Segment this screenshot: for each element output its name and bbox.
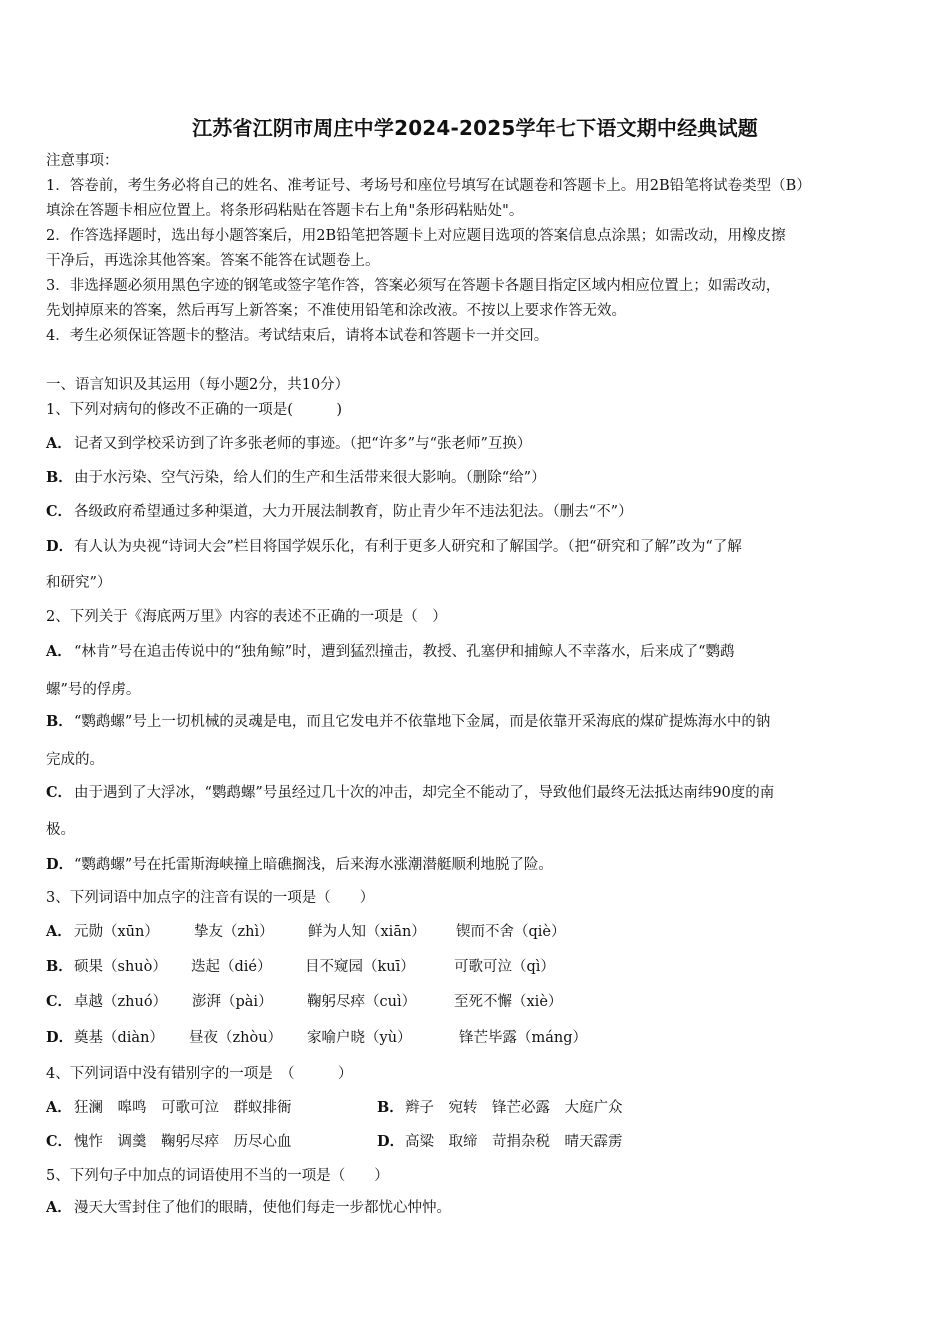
notice-heading: 注意事项： bbox=[46, 153, 119, 169]
option-d bbox=[46, 855, 553, 875]
word: 可歌可泣（qì） bbox=[454, 959, 555, 975]
option-continuation: 和研究”） bbox=[46, 575, 112, 591]
option-text: “鹦鹉螺”号上一切机械的灵魂是电，而且它发电并不依靠地下金属，而是依靠开采海底的煤矿提炼海水中的钠 bbox=[74, 714, 771, 730]
option-text: 由于遇到了大浮冰，“鹦鹉螺”号虽经过几十次的冲击，却完全不能动了，导致他们最终无法抵达南纬90度的南 bbox=[74, 785, 775, 801]
option-label: D． bbox=[377, 1133, 405, 1150]
option-continuation: 极。 bbox=[46, 822, 75, 838]
option-label: C． bbox=[46, 1133, 73, 1150]
option-text: 狂澜 嗥鸣 可歌可泣 群蚁排衙 bbox=[74, 1100, 292, 1116]
option-label: B． bbox=[46, 713, 73, 730]
option-label: B． bbox=[377, 1099, 404, 1116]
option-label: A． bbox=[46, 435, 72, 452]
option-text: 高粱 取缔 苛捐杂税 晴天霹雳 bbox=[405, 1134, 623, 1150]
option-a bbox=[46, 1198, 451, 1218]
option-label: A． bbox=[46, 923, 72, 940]
option-label: C． bbox=[46, 503, 73, 520]
option-label: B． bbox=[46, 469, 73, 486]
notice-line: 2．作答选择题时，选出每小题答案后，用2B铅笔把答题卡上对应题目选项的答案信息点涂黑；如需改动，用橡皮擦 bbox=[46, 228, 786, 244]
option-label: A． bbox=[46, 643, 72, 660]
word: 硕果（shuò） bbox=[74, 959, 167, 975]
option-text: 愧怍 调羹 鞠躬尽瘁 历尽心血 bbox=[74, 1134, 292, 1150]
question-stem: 3、下列词语中加点字的注音有误的一项是（ ） bbox=[46, 890, 375, 906]
question-stem: 2、下列关于《海底两万里》内容的表述不正确的一项是（ ） bbox=[46, 609, 447, 625]
word: 家喻户晓（yù） bbox=[307, 1030, 412, 1046]
option-label: C． bbox=[46, 993, 73, 1010]
option-text: 记者又到学校采访到了许多张老师的事迹。（把“许多”与“张老师”互换） bbox=[74, 436, 532, 452]
notice-line: 先划掉原来的答案，然后再写上新答案；不准使用铅笔和涂改液。不按以上要求作答无效。 bbox=[46, 303, 626, 319]
word: 鲜为人知（xiān） bbox=[308, 924, 426, 940]
word: 锋芒毕露（máng） bbox=[459, 1030, 588, 1046]
word: 迭起（dié） bbox=[191, 959, 272, 975]
word: 卓越（zhuó） bbox=[74, 994, 168, 1010]
notice-line: 4．考生必须保证答题卡的整洁。考试结束后，请将本试卷和答题卡一并交回。 bbox=[46, 328, 549, 344]
notice-line: 干净后，再选涂其他答案。答案不能答在试题卷上。 bbox=[46, 253, 380, 269]
section-heading: 一、语言知识及其运用（每小题2分，共10分） bbox=[46, 377, 350, 393]
option-d bbox=[46, 537, 742, 557]
option-row-cd bbox=[46, 1132, 906, 1152]
option-b bbox=[46, 468, 546, 488]
word: 元勋（xūn） bbox=[74, 924, 159, 940]
option-a bbox=[46, 434, 531, 454]
option-a bbox=[46, 642, 735, 662]
option-c bbox=[46, 783, 774, 803]
word: 鞠躬尽瘁（cuì） bbox=[307, 994, 417, 1010]
question-stem: 5、下列句子中加点的词语使用不当的一项是（ ） bbox=[46, 1168, 389, 1184]
option-b bbox=[46, 712, 770, 732]
option-text: 各级政府希望通过多种渠道，大力开展法制教育，防止青少年不违法犯法。（删去“不”） bbox=[74, 504, 633, 520]
option-c bbox=[46, 992, 906, 1012]
option-label: A． bbox=[46, 1199, 72, 1216]
option-a bbox=[46, 922, 906, 942]
notice-line: 填涂在答题卡相应位置上。将条形码粘贴在答题卡右上角"条形码粘贴处"。 bbox=[46, 203, 524, 219]
option-b bbox=[46, 957, 906, 977]
exam-title: 江苏省江阴市周庄中学2024-2025学年七下语文期中经典试题 bbox=[192, 116, 758, 140]
option-row-ab bbox=[46, 1098, 906, 1118]
notice-line: 3．非选择题必须用黑色字迹的钢笔或签字笔作答，答案必须写在答题卡各题目指定区域内相应位置上；如需改动， bbox=[46, 278, 781, 294]
option-text: 辫子 宛转 锋芒必露 大庭广众 bbox=[405, 1100, 623, 1116]
notice-line: 1．答卷前，考生务必将自己的姓名、准考证号、考场号和座位号填写在试题卷和答题卡上。用2B铅笔将试卷类型（B） bbox=[46, 178, 811, 194]
word: 奠基（diàn） bbox=[74, 1030, 164, 1046]
option-text: “鹦鹉螺”号在托雷斯海峡撞上暗礁搁浅，后来海水涨潮潜艇顺利地脱了险。 bbox=[74, 857, 553, 873]
option-label: A． bbox=[46, 1099, 72, 1116]
option-label: D． bbox=[46, 1029, 74, 1046]
word: 目不窥园（kuī） bbox=[305, 959, 415, 975]
option-text: 由于水污染、空气污染，给人们的生产和生活带来很大影响。（删除“给”） bbox=[74, 470, 546, 486]
word: 昼夜（zhòu） bbox=[189, 1030, 283, 1046]
option-text: 漫天大雪封住了他们的眼睛，使他们每走一步都忧心忡忡。 bbox=[74, 1200, 451, 1216]
option-label: B． bbox=[46, 958, 73, 975]
word: 挚友（zhì） bbox=[194, 924, 274, 940]
option-text: “林肯”号在追击传说中的“独角鲸”时，遭到猛烈撞击，教授、孔塞伊和捕鲸人不幸落水，后来成了“鹦鹉 bbox=[74, 644, 735, 660]
word: 澎湃（pài） bbox=[192, 994, 273, 1010]
word: 锲而不舍（qiè） bbox=[456, 924, 566, 940]
option-label: D． bbox=[46, 538, 74, 555]
option-continuation: 完成的。 bbox=[46, 752, 104, 768]
option-text: 有人认为央视“诗词大会”栏目将国学娱乐化，有利于更多人研究和了解国学。（把“研究和了解”改为“了解 bbox=[74, 539, 742, 555]
option-label: D． bbox=[46, 856, 74, 873]
question-stem: 1、下列对病句的修改不正确的一项是( ) bbox=[46, 402, 343, 418]
word: 至死不懈（xiè） bbox=[454, 994, 563, 1010]
question-stem: 4、下列词语中没有错别字的一项是 （ ） bbox=[46, 1066, 353, 1082]
option-c bbox=[46, 502, 633, 522]
option-label: C． bbox=[46, 784, 73, 801]
option-d bbox=[46, 1028, 906, 1048]
option-continuation: 螺”号的俘虏。 bbox=[46, 682, 141, 698]
